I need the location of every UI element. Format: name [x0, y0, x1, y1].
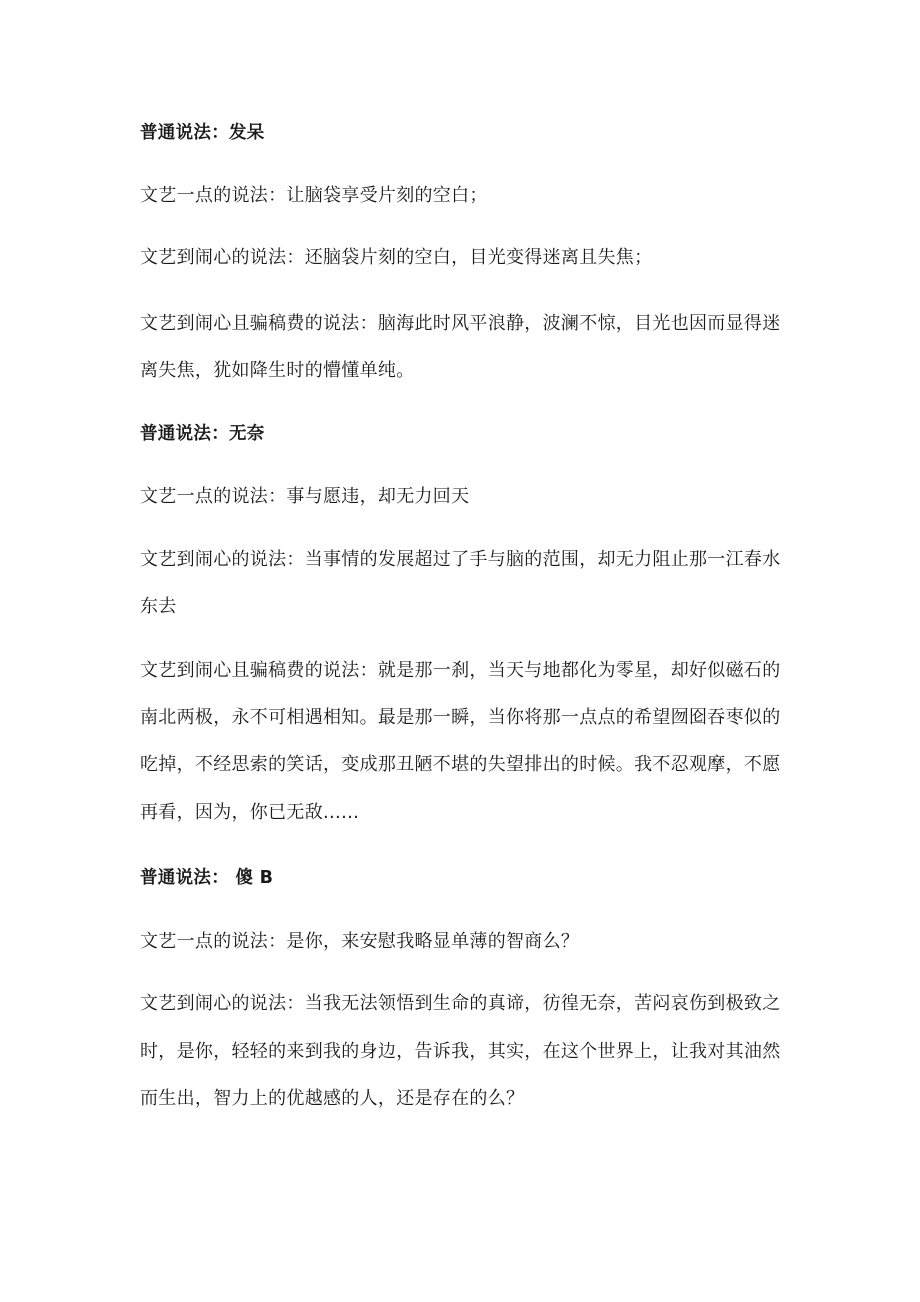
paragraph-line: 文艺到闹心且骗稿费的说法：就是那一刹，当天与地都化为零星，却好似磁石的 — [140, 660, 781, 681]
paragraph-line: 东去 — [140, 596, 177, 617]
paragraph-line: 文艺到闹心的说法：还脑袋片刻的空白，目光变得迷离且失焦； — [140, 247, 653, 268]
paragraph-line: 文艺一点的说法：事与愿违，却无力回天 — [140, 486, 470, 507]
paragraph-line: 时，是你，轻轻的来到我的身边，告诉我，其实，在这个世界上，让我对其油然 — [140, 1041, 781, 1062]
paragraph-line: 吃掉，不经思索的笑话，变成那丑陋不堪的失望排出的时候。我不忍观摩，不愿 — [140, 754, 781, 775]
paragraph-line: 离失焦，犹如降生时的懵懂单纯。 — [140, 360, 415, 381]
section-heading: 普通说法：无奈 — [140, 424, 265, 444]
paragraph-line: 文艺到闹心的说法：当我无法领悟到生命的真谛，彷徨无奈，苦闷哀伤到极致之 — [140, 993, 781, 1014]
paragraph-line: 文艺一点的说法：是你，来安慰我略显单薄的智商么？ — [140, 931, 580, 952]
section-heading: 普通说法：发呆 — [140, 123, 265, 143]
paragraph-line: 文艺一点的说法：让脑袋享受片刻的空白； — [140, 185, 488, 206]
paragraph-line: 文艺到闹心且骗稿费的说法：脑海此时风平浪静，波澜不惊，目光也因而显得迷 — [140, 313, 781, 334]
paragraph-line: 文艺到闹心的说法：当事情的发展超过了手与脑的范围，却无力阻止那一江春水 — [140, 549, 781, 570]
paragraph-line: 南北两极，永不可相遇相知。最是那一瞬，当你将那一点点的希望囫囵吞枣似的 — [140, 707, 781, 728]
paragraph-line: 而生出，智力上的优越感的人，还是存在的么？ — [140, 1088, 525, 1109]
paragraph-line: 再看，因为，你已无敌...... — [140, 802, 360, 823]
section-heading: 普通说法： 傻 B — [140, 868, 274, 888]
